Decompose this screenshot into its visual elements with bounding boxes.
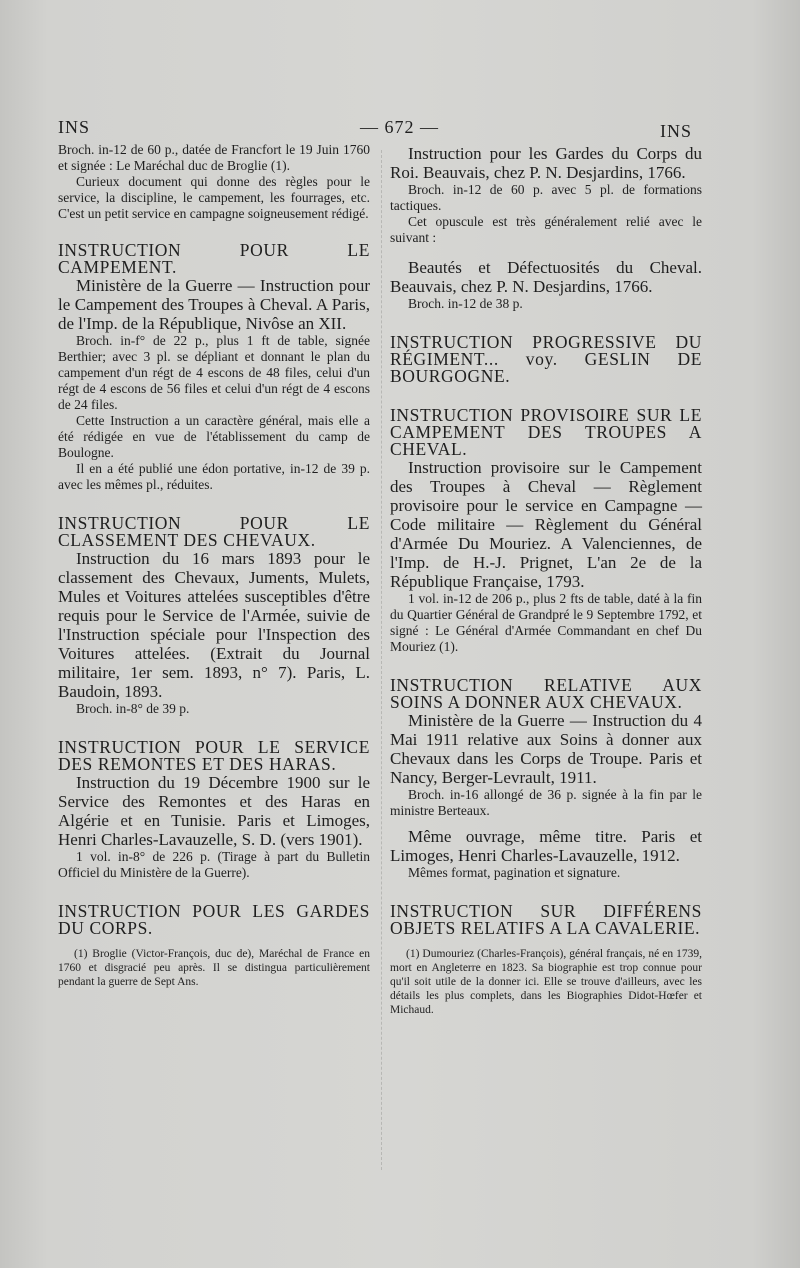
page-number: — 672 — — [360, 117, 439, 137]
spacer — [390, 819, 702, 827]
spacer — [390, 246, 702, 258]
entry-description: Broch. in-8° de 39 p. — [76, 701, 190, 716]
running-head-right: INS — [660, 121, 693, 141]
column-divider — [381, 150, 383, 1170]
entry-description: Broch. in-16 allongé de 36 p. signée à la fin par le ministre Berteaux. — [390, 787, 702, 818]
entry-title: Même ouvrage, même titre. Paris et Limoges, Henri Charles-Lavauzelle, 1912. — [390, 827, 702, 865]
entry-description: Broch. in-12 de 60 p., datée de Francfort le 19 Juin 1760 et signée : Le Maréchal duc de Broglie (1). — [58, 142, 370, 173]
running-head-left: INS — [58, 117, 91, 137]
entry-heading: INSTRUCTION POUR LES GARDES DU CORPS. — [58, 901, 370, 938]
footnote: (1) Dumouriez (Charles-François), général français, né en 1739, mort en Angleterre en 1823. Sa biographie est trop connue pour qu'il soit utile de la donner ici. Elle se trouve d'ailleurs, avec les détails les plus complets, dans les Biographies Didot-Hœfer et Michaud. — [390, 948, 702, 1016]
left-column — [58, 142, 370, 989]
entry-description: Mêmes format, pagination et signature. — [408, 865, 621, 880]
entry-heading: INSTRUCTION POUR LE CAMPEMENT. — [58, 240, 370, 277]
entry-heading: INSTRUCTION PROGRESSIVE DU RÉGIMENT... voy. GESLIN DE BOURGOGNE. — [390, 332, 702, 386]
entry-heading: INSTRUCTION POUR LE CLASSEMENT DES CHEVAUX. — [58, 513, 370, 550]
right-column — [390, 144, 702, 1017]
entry-comment: Cet opuscule est très généralement relié avec le suivant : — [390, 214, 702, 245]
entry-heading: INSTRUCTION RELATIVE AUX SOINS A DONNER AUX CHEVAUX. — [390, 675, 702, 712]
entry-comment: Il en a été publié une édon portative, in-12 de 39 p. avec les mêmes pl., réduites. — [58, 461, 370, 492]
entry-comment: Cette Instruction a un caractère général, mais elle a été rédigée en vue de l'établissement du camp de Boulogne. — [58, 413, 370, 460]
entry-description: 1 vol. in-12 de 206 p., plus 2 fts de table, daté à la fin du Quartier Général de Grandpré le 9 Septembre 1792, et signé : Le Général d'Armée Commandant en chef Du Mouriez (1). — [390, 591, 702, 654]
entry-heading: INSTRUCTION SUR DIFFÉRENS OBJETS RELATIFS A LA CAVALERIE. — [390, 901, 702, 938]
entry-title: Instruction du 19 Décembre 1900 sur le Service des Remontes et des Haras en Algérie et en Tunisie. Paris et Limoges, Henri Charles-Lavauzelle, S. D. (vers 1901). — [58, 773, 370, 849]
entry-description: 1 vol. in-8° de 226 p. (Tirage à part du Bulletin Officiel du Ministère de la Guerre). — [58, 849, 370, 880]
entry-description: Broch. in-f° de 22 p., plus 1 ft de table, signée Berthier; avec 3 pl. se dépliant et donnant le plan du campement d'un régt de 4 escons de 48 files, celui d'un régt de 4 escons de 56 files et celui d'un régt de 4 escons de 24 files. — [58, 333, 370, 412]
entry-description: Broch. in-12 de 60 p. avec 5 pl. de formations tactiques. — [390, 182, 702, 213]
entry-heading: INSTRUCTION POUR LE SERVICE DES REMONTES ET DES HARAS. — [58, 737, 370, 774]
entry-title: Ministère de la Guerre — Instruction du 4 Mai 1911 relative aux Soins à donner aux Chevaux dans les Corps de Troupe. Paris et Nancy, Berger-Levrault, 1911. — [390, 711, 702, 787]
entry-title: Instruction pour les Gardes du Corps du Roi. Beauvais, chez P. N. Desjardins, 1766. — [390, 144, 702, 182]
entry-title: Instruction provisoire sur le Campement des Troupes à Cheval — Règlement provisoire pour le service en Campagne — Code militaire — Règlement du Général d'Armée Du Mouriez. A Valenciennes, de l'Imp. de H.-J. Prignet, L'an 2e de la République Française, 1793. — [390, 458, 702, 591]
entry-description: Broch. in-12 de 38 p. — [408, 296, 523, 311]
entry-heading: INSTRUCTION PROVISOIRE SUR LE CAMPEMENT DES TROUPES A CHEVAL. — [390, 405, 702, 459]
entry-title: Instruction du 16 mars 1893 pour le classement des Chevaux, Juments, Mulets, Mules et Voitures attelées susceptibles d'être requis pour le Service de l'Armée, suivie de l'Instruction spéciale pour l'Inspection des Voitures attelées. (Extrait du Journal militaire, 1er sem. 1893, n° 7). Paris, L. Baudoin, 1893. — [58, 549, 370, 701]
footnote: (1) Broglie (Victor-François, duc de), Maréchal de France en 1760 et disgracié peu après. Il se distingua particulièrement pendant la guerre de Sept Ans. — [58, 948, 370, 988]
entry-title: Beautés et Défectuosités du Cheval. Beauvais, chez P. N. Desjardins, 1766. — [390, 258, 702, 296]
entry-title: Ministère de la Guerre — Instruction pour le Campement des Troupes à Cheval. A Paris, de l'Imp. de la République, Nivôse an XII. — [58, 276, 370, 333]
entry-comment: Curieux document qui donne des règles pour le service, la discipline, le campement, les fourrages, etc. C'est un petit service en campagne soigneusement rédigé. — [58, 174, 370, 221]
